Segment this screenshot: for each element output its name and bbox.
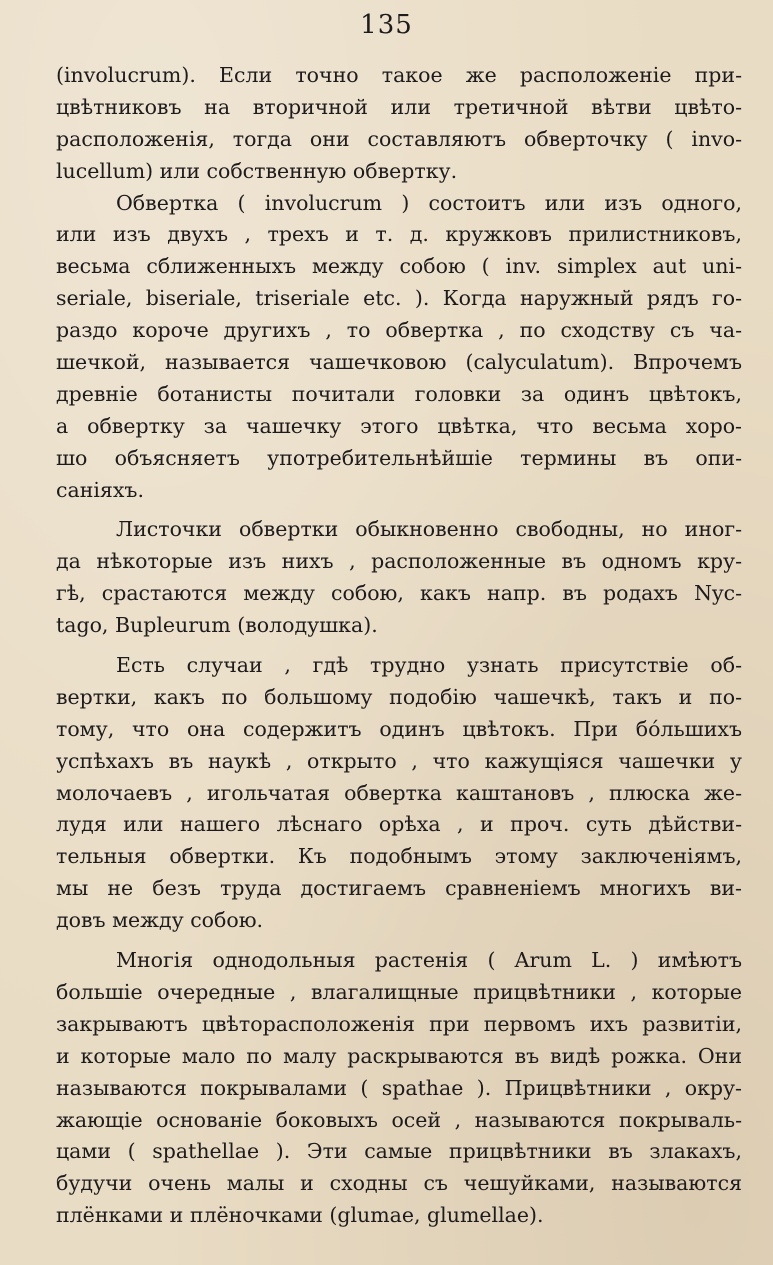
text-line: тому, что она содержитъ одинъ цвѣтокъ. При бо́льшихъ [56, 716, 742, 741]
text-line: расположенiя, тогда они составляютъ обверточку ( invo- [56, 126, 742, 151]
text-line: (involucrum). Если точно такое же расположенie при- [56, 63, 742, 87]
text-line: весьма сближенныхъ между собою ( inv. simplex aut uni- [56, 254, 742, 279]
text-line: называются покрывалами ( spathae ). Прицвѣтники , окру- [56, 1075, 742, 1100]
text-line: или изъ двухъ , трехъ и т. д. кружковъ прилистниковъ, [56, 222, 742, 247]
paragraph-spacer [56, 642, 742, 650]
text-line: Обвертка ( involucrum ) состоитъ или изъ одного, [116, 190, 742, 215]
text-line: да нѣкоторые изъ нихъ , расположенные въ одномъ кру- [56, 549, 742, 574]
text-line: а обвертку за чашечку этого цвѣтка, что весьма хоро- [56, 413, 742, 438]
text-line: санiяхъ. [56, 477, 144, 502]
paragraph-spacer [56, 937, 742, 945]
text-line: seriale, biseriale, triseriale etc. ). Когда наружный рядъ го- [56, 286, 742, 311]
page-number: 135 [360, 10, 413, 40]
text-line: закрываютъ цвѣторасположенiя при первомъ ихъ развитiи, [56, 1011, 742, 1036]
text-line: древнiе ботанисты почитали головки за одинъ цвѣтокъ, [56, 381, 742, 406]
text-line: успѣхахъ въ наукѣ , открыто , что кажущiяся чашечки у [56, 748, 742, 773]
paragraph-1 [56, 60, 742, 188]
text-line: плёнками и плёночками (glumae, glumellae). [56, 1203, 544, 1228]
text-line: лудя или нашего лѣснаго орѣха , и проч. суть дѣйстви- [56, 812, 742, 837]
text-line: будучи очень малы и сходны съ чешуйками, называются [56, 1171, 742, 1196]
paragraph-spacer [56, 506, 742, 514]
text-line: tago, Bupleurum (володушка). [56, 613, 378, 638]
text-line: и которые мало по малу раскрываются въ видѣ рожка. Они [56, 1043, 742, 1068]
text-line: тельныя обвертки. Къ подобнымъ этому заключенiямъ, [56, 844, 742, 869]
paragraph-2 [56, 188, 742, 507]
text-line: мы не безъ труда достигаемъ сравненiемъ многихъ ви- [56, 876, 742, 901]
body-text [56, 60, 742, 1232]
text-line: молочаевъ , игольчатая обвертка каштановъ , плюска же- [56, 780, 742, 805]
text-line: Многiя однодольныя растенiя ( Arum L. ) имѣютъ [116, 948, 742, 973]
paragraph-3 [56, 514, 742, 642]
text-line: гѣ, срастаются между собою, какъ напр. въ родахъ Nyc- [56, 581, 742, 606]
text-line: lucellum) или собственную обвертку. [56, 158, 458, 183]
paragraph-5 [56, 945, 742, 1232]
text-line: жающiе основанiе боковыхъ осей , называются покрываль- [56, 1107, 742, 1132]
text-line: довъ между собою. [56, 908, 264, 933]
text-line: цвѣтниковъ на вторичной или третичной вѣтви цвѣто- [56, 94, 742, 119]
paragraph-4 [56, 650, 742, 937]
text-line: раздо короче другихъ , то обвертка , по сходству съ ча- [56, 318, 742, 343]
text-line: шо объясняетъ употребительнѣйшiе термины въ опи- [56, 445, 742, 470]
text-line: большiе очередные , влагалищные прицвѣтники , которые [56, 979, 742, 1004]
text-line: Есть случаи , гдѣ трудно узнать присутствiе об- [116, 653, 742, 678]
text-line: Листочки обвертки обыкновенно свободны, но иног- [116, 517, 742, 542]
text-line: цами ( spathellae ). Эти самые прицвѣтники въ злакахъ, [56, 1139, 742, 1164]
text-line: вертки, какъ по большому подобiю чашечкѣ, такъ и по- [56, 684, 742, 709]
text-line: шечкой, называется чашечковою (calyculatum). Впрочемъ [56, 350, 742, 375]
